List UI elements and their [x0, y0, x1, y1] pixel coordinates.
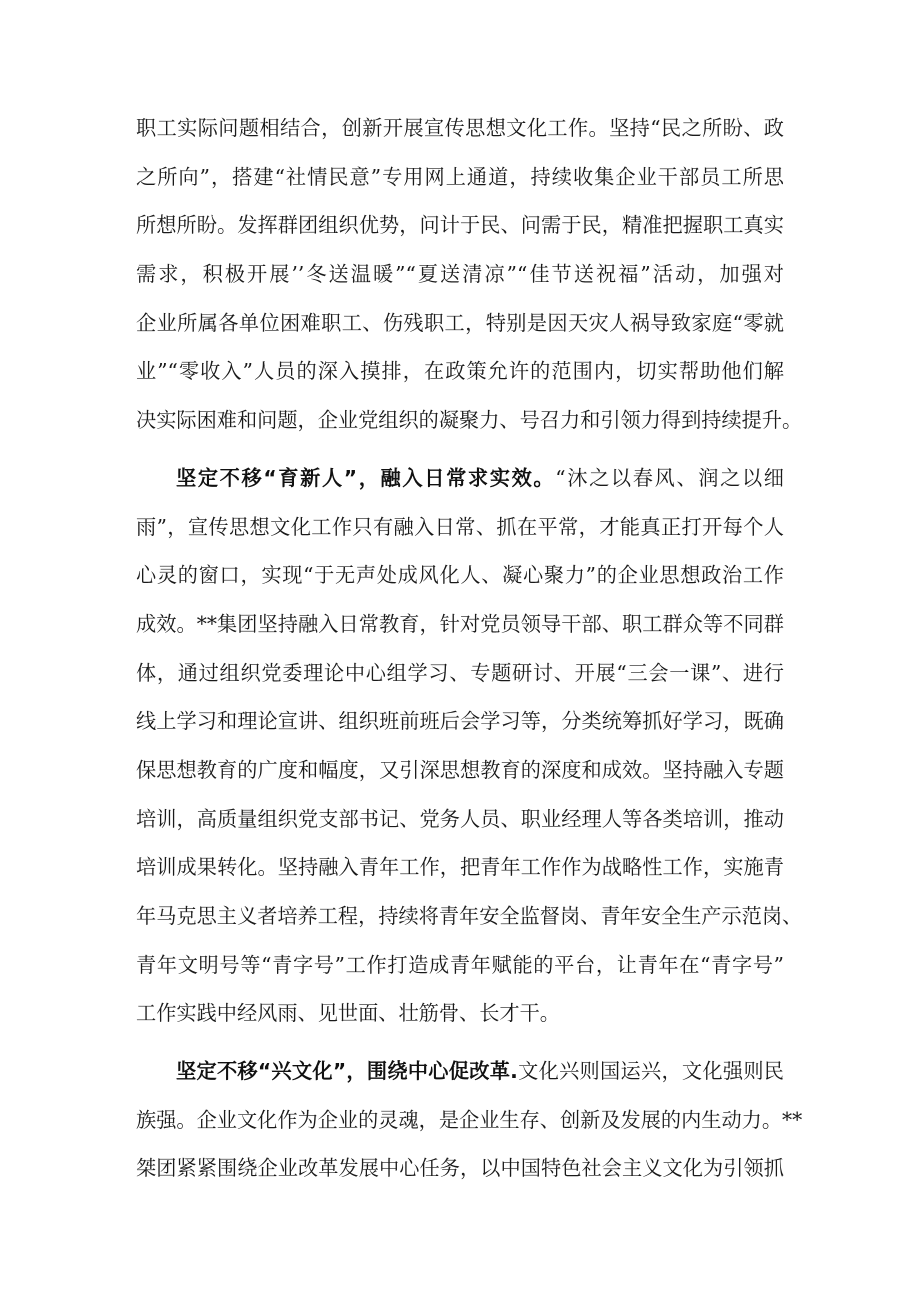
text-line: 保思想教育的广度和幅度，又引深思想教育的深度和成效。坚持融入专题 — [136, 757, 784, 782]
text-line: 心灵的窗口，实现“于无声处成风化人、凝心聚力”的企业思想政治工作 — [136, 563, 784, 588]
text-line: 工作实践中经风雨、见世面、壮筋骨、长才干。 — [136, 1001, 560, 1026]
document-page — [136, 104, 803, 1202]
text-line: 之所向”，搭建“社情民意”专用网上通道，持续收集企业干部员工所思 — [136, 164, 784, 189]
paragraph-heading: 坚定不移“兴文化”，围绕中心促改革. — [176, 1059, 518, 1084]
text-line: 所想所盼。发挥群团组织优势，问计于民、问需于民，精准把握职工真实 — [136, 213, 784, 238]
text-line: 业”“零收入”人员的深入摸排，在政策允许的范围内，切实帮助他们解 — [136, 359, 784, 384]
paragraph-promote-culture — [136, 1047, 803, 1193]
text-line: 需求，积极开展’’冬送温暖”“夏送清凉”“佳节送祝福”活动，加强对 — [136, 262, 784, 287]
text-line: 桀团紧紧围绕企业改革发展中心任务，以中国特色社会主义文化为引领抓 — [136, 1156, 784, 1181]
paragraph-worker-care — [136, 104, 803, 445]
text-line: 成效。**集团坚持融入日常教育，针对党员领导干部、职工群众等不同群 — [136, 611, 784, 636]
text-line: 决实际困难和问题，企业党组织的凝聚力、号召力和引领力得到持续提升。 — [136, 408, 803, 433]
paragraph-heading: 坚定不移“育新人”，融入日常求实效。 — [176, 465, 556, 490]
text-line: 培训，高质量组织党支部书记、党务人员、职业经理人等各类培训，推动 — [136, 806, 784, 831]
paragraph-text: 文化兴则国运兴，文化强则民 — [517, 1059, 784, 1084]
paragraph-cultivate-new-people — [136, 454, 803, 1038]
text-line: 职工实际问题相结合，创新开展宣传思想文化工作。坚持“民之所盼、政 — [136, 116, 784, 140]
paragraph-text: “沐之以春风、润之以细 — [555, 465, 784, 490]
text-line: 雨”，宣传思想文化工作只有融入日常、抓在平常，才能真正打开每个人 — [136, 514, 784, 539]
text-line: 体，通过组织党委理论中心组学习、专题研讨、开展“三会一课”、进行 — [136, 660, 784, 685]
text-line: 培训成果转化。坚持融入青年工作，把青年工作作为战略性工作，实施青 — [136, 855, 784, 880]
text-line-first — [136, 1047, 784, 1096]
text-line: 年马克思主义者培养工程，持续将青年安全监督岗、青年安全生产示范岗、 — [136, 904, 803, 928]
text-line: 企业所属各单位困难职工、伤残职工，特别是因天灾人祸导致家庭“零就 — [136, 310, 784, 335]
text-line: 线上学习和理论宣讲、组织班前班后会学习等，分类统筹抓好学习，既确 — [136, 709, 784, 734]
text-line: 族强。企业文化作为企业的灵魂，是企业生存、创新及发展的内生动力。** — [136, 1107, 803, 1132]
text-line-first — [136, 454, 784, 503]
text-line: 青年文明号等“青字号”工作打造成青年赋能的平台，让青年在“青字号” — [136, 952, 784, 977]
